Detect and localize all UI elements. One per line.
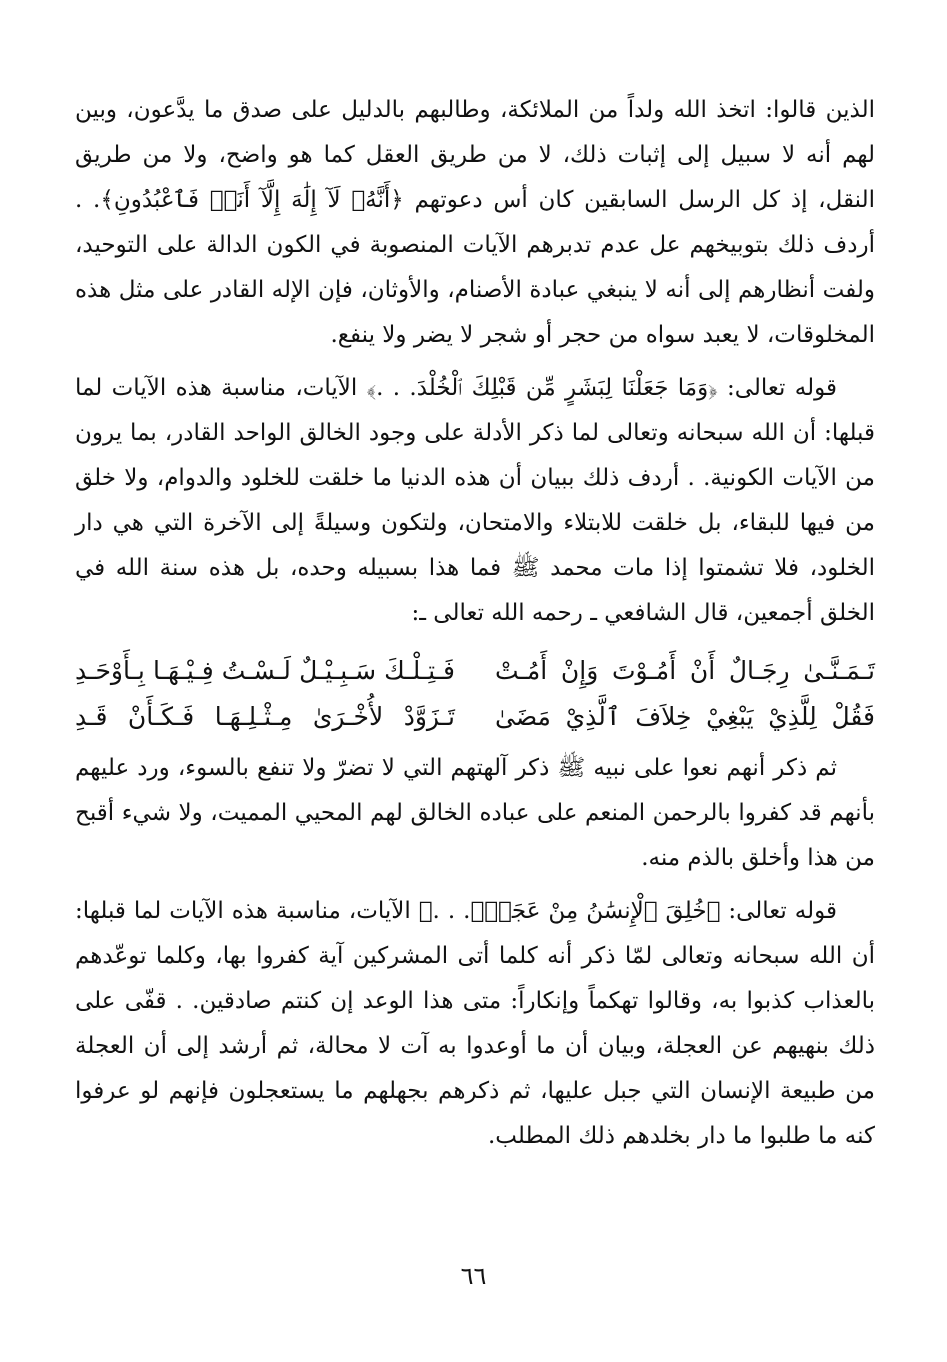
poetry-verses: [75, 648, 875, 740]
paragraph-1-text: الذين قالوا: اتخذ الله ولداً من الملائكة، وطالبهم بالدليل على صدق ما يدَّعون، وبين لهم أنه لا سبيل إلى إثبات ذلك، لا من طريق العقل كما هو واضح، ولا من طريق النقل، إذ كل الرسل السابقين كان أس دعوتهم ﴿أَنَّهُۥ لَآ إِلَٰهَ إِلَّآ أَنَا۠ فَٱعْبُدُونِ﴾. . أردف ذلك بتوبيخهم عل عدم تدبرهم الآيات المنصوبة في الكون الدالة على التوحيد، ولفت أنظارهم إلى أنه لا ينبغي عبادة الأصنام، والأوثان، فإن الإله القادر على مثل هذه المخلوقات، لا يعبد سواه من حجر أو شجر لا يضر ولا ينفع.: [75, 97, 875, 348]
verse-2-second-hemistich: تَـزَوَّدْ لأُخْـرَىٰ مِـثْـلِـهَـا فَـكَـأَنْ قَـدِ: [75, 702, 455, 731]
verse-1-second-hemistich: فَـتِـلْـكَ سَـبِـيْـلٌ لَـسْـتُ فِـيْـهَـا بِـأَوْحَـدِ: [75, 656, 455, 685]
paragraph-4-text: قوله تعالى: ﴿خُلِقَ ٱلْإِنسَٰنُ مِنْ عَجَلٍۚ. . .﴾ الآيات، مناسبة هذه الآيات لما قبلها: أن الله سبحانه وتعالى لمّا ذكر أنه كلما أتى المشركين آية كفروا بها، وكلما توعّدهم بالعذاب كذبوا به، وقالوا تهكماً وإنكاراً: متى هذا الوعد إن كنتم صادقين. . قفّى على ذلك بنهيهم عن العجلة، وبيان أن ما أوعدوا به آت لا محالة، ثم أرشد إلى أن العجلة من طبيعة الإنسان التي جبل عليها، ثم ذكرهم بجهلهم ما يستعجلون فإنهم لو عرفوا كنه ما طلبوا ما دار بخلدهم ذلك المطلب.: [75, 898, 875, 1149]
paragraph-2: [75, 366, 875, 636]
verse-1-first-hemistich: تَـمَـنَّـىٰ رِجَـالٌ أَنْ أَمُـوْتَ وَإِنْ أَمُـتْ: [495, 656, 875, 685]
page-number: ٦٦: [460, 1262, 487, 1290]
verse-1: [75, 648, 875, 694]
paragraph-4: [75, 889, 875, 1159]
verse-2: [75, 694, 875, 740]
page-body: [75, 88, 875, 1167]
paragraph-3-text: ثم ذكر أنهم نعوا على نبيه ﷺ ذكر آلهتهم التي لا تضرّ ولا تنفع بالسوء، ورد عليهم بأنهم قد كفروا بالرحمن المنعم على عباده الخالق لهم المحيي المميت، ولا شيء أقبح من هذا وأخلق بالذم منه.: [75, 755, 875, 871]
verse-2-first-hemistich: فَقُلْ لِلَّذِيْ يَبْغِيْ خِلاَفَ ٱلَّذِيْ مَضَىٰ: [495, 702, 875, 731]
paragraph-1: [75, 88, 875, 358]
paragraph-2-text: قوله تعالى: ﴿وَمَا جَعَلْنَا لِبَشَرٍ مِّن قَبْلِكَ ٱلْخُلْدَ. . .﴾ الآيات، مناسبة هذه الآيات لما قبلها: أن الله سبحانه وتعالى لما ذكر الأدلة على وجود الخالق الواحد القادر، بما يرون من الآيات الكونية. . أردف ذلك ببيان أن هذه الدنيا ما خلقت للخلود والدوام، ولا خلق من فيها للبقاء، بل خلقت للابتلاء والامتحان، ولتكون وسيلةً إلى الآخرة التي هي دار الخلود، فلا تشمتوا إذا مات محمد ﷺ فما هذا بسبيله وحده، بل هذه سنة الله في الخلق أجمعين، قال الشافعي ـ رحمه الله تعالى ـ:: [75, 375, 875, 626]
paragraph-3: [75, 746, 875, 881]
